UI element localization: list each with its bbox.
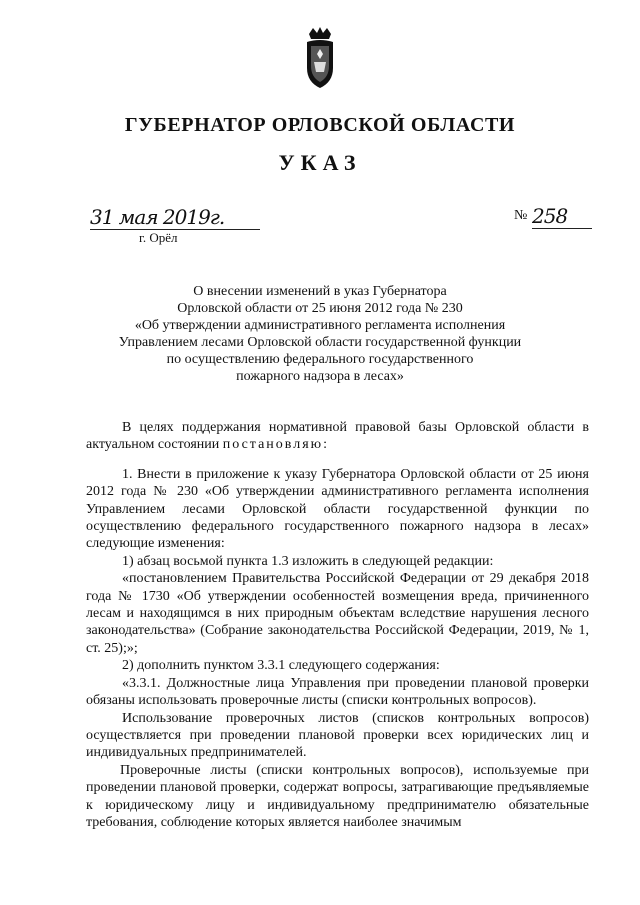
- title-line: пожарного надзора в лесах»: [236, 369, 404, 384]
- paragraph-preamble: [86, 419, 589, 454]
- title-line: Управлением лесами Орловской области государственной функции: [118, 335, 522, 350]
- title-line: по осуществлению федерального государственного: [166, 352, 474, 367]
- paragraph-subitem-1: 1) абзац восьмой пункта 1.3 изложить в следующей редакции:: [122, 553, 494, 569]
- document-title: [100, 283, 540, 385]
- title-line: «Об утверждении административного регламента исполнения: [134, 318, 506, 333]
- number-handwritten-text: 258: [532, 204, 568, 228]
- date-handwritten: [90, 205, 260, 230]
- title-line: Орловской области от 25 июня 2012 года № 230: [177, 301, 463, 316]
- number-handwritten: [532, 204, 592, 229]
- number-prefix: №: [514, 208, 528, 223]
- preamble-end: :: [323, 437, 327, 453]
- city-label: г. Орёл: [139, 230, 178, 245]
- preamble-decree-word: постановляю: [222, 437, 324, 453]
- document-body: [86, 419, 589, 831]
- org-title: ГУБЕРНАТОР ОРЛОВСКОЙ ОБЛАСТИ: [124, 114, 516, 136]
- paragraph-subitem-2: 2) дополнить пунктом 3.3.1 следующего содержания:: [122, 658, 440, 674]
- date-handwritten-text: 31 мая 2019г.: [90, 205, 225, 229]
- title-line: О внесении изменений в указ Губернатора: [193, 284, 447, 299]
- document-type: УКАЗ: [278, 150, 362, 175]
- preamble-text: В целях поддержания нормативной правовой базы Орловской области в актуальном состоянии: [86, 420, 589, 453]
- paragraph-checklists-usage: Использование проверочных листов (списков контрольных вопросов) осуществляется при проведении плановой проверки всех юридических лиц и индивидуальных предпринимателей.: [86, 710, 589, 761]
- paragraph-subitem-1-text: «постановлением Правительства Российской Федерации от 29 декабря 2018 года № 1730 «Об утверждении особенностей возмещения вреда, причиненного лесам и находящимся в них природным объектам вследствие нарушения лесного законодательства» (Собрание законодательства Российской Федерации, 2019, № 1, ст. 25);»;: [86, 571, 589, 656]
- paragraph-checklists-content: Проверочные листы (списки контрольных вопросов), используемые при проведении плановой проверки, содержат вопросы, затрагивающие предъявляемые к юридическому лицу и индивидуальному предпринимателю обязательные требования, соблюдение которых является наиболее значимым: [86, 762, 589, 830]
- coat-of-arms-icon: [303, 26, 337, 90]
- paragraph-item-1: 1. Внести в приложение к указу Губернатора Орловской области от 25 июня 2012 года № 230 «Об утверждении административного регламента исполнения Управлением лесами Орловской области государственной функции по осуществлению федерального государственного пожарного надзора в лесах» следующие изменения:: [86, 466, 589, 552]
- paragraph-3-3-1: «3.3.1. Должностные лица Управления при проведении плановой проверки обязаны использовать проверочные листы (списки контрольных вопросов).: [86, 675, 589, 709]
